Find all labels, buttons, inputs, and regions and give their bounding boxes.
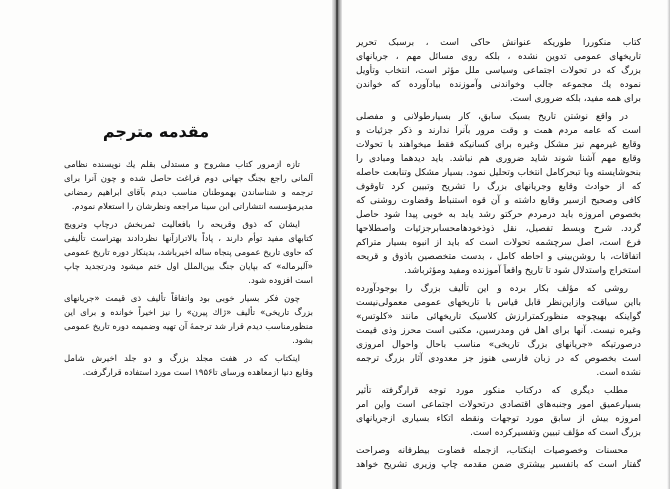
text-line: بزرگ است که مؤلف تبیین وتفسیرکرده است. — [470, 428, 641, 438]
text-line: برای همه مفید، بلکه ضروری است. — [509, 94, 641, 104]
text-line: روشی که مؤلف بکار برده و این تألیف بزرگ را بوجودآورده — [356, 284, 628, 294]
text-line: که از حوادث وقایع وجریانهای بزرگ را تشریح وتبیین کرد تاوقوف — [356, 182, 641, 192]
text-line: بسیارعمیق امور وجنبه‌های اقتصادی درتحولات اجتماعی است واین امر — [356, 400, 641, 410]
paragraph — [356, 384, 641, 440]
text-line: وغیره نیست. آنها برای اهل فن ومدرسین، مکتبی است محرز وذی قیمت — [356, 326, 641, 336]
text-line: بشود. — [292, 336, 313, 346]
paragraph — [356, 282, 641, 380]
paragraph — [356, 36, 641, 106]
text-line: تاریخهای عمومی تدوین نشده ، بلکه روی مسائل مهم ، جریانهای — [356, 52, 641, 62]
text-line: کتابهای مفید توأم دارند ، پاداً بالاترازآنها نظردادند بهتراست تألیفی — [64, 234, 313, 244]
text-line: محسنات وخصوصیات اینکتاب، ازجمله قضاوت بیطرفانه وصراحت — [356, 446, 628, 456]
text-line: بزرگ که در تحولات اجتماعی وسیاسی ملل مؤثر است، انتخاب وتأویل — [356, 66, 641, 76]
paragraph — [64, 292, 313, 348]
left-page-body-text — [64, 158, 313, 380]
text-line: امروزه بیش از سابق مورد توجهات ونقطه اتکاء بسیاری ازجریانهای — [356, 414, 641, 424]
text-line: وقایع مهم آشنا شوند شاید ضروری هم نباشد. باید دیدهما ومبادی را — [356, 154, 641, 164]
text-line: بنحوشایسته وبا تبحرکامل انتخاب وتحلیل نمود. بسیار مشکل وتنابعت حاصله — [356, 168, 641, 178]
text-line: بخصوص امروزه باید درمردم حرکتو رشد یابد به خوبی پیدا شود حاصل — [356, 210, 641, 220]
text-line: که حاوی تاریخ عمومی پنجاه ساله اخیرباشد، بدینکار دوره تاریخ عمومی — [64, 248, 313, 258]
text-line: درصورتیکه «جریانهای بزرگ تاریخی» مناسب باحال واحوال امروزی — [356, 340, 641, 350]
text-line: فرع است، اصل سرچشمه تحولات است که باید از انبوه بسیار متراکم — [356, 238, 641, 248]
text-line: چون فکر بسیار خوبی بود واتفاقاً تألیف ذی قیمت «جریانهای — [64, 294, 300, 304]
text-line: اتفاقات، با روشن‌بینی و احاطه کامل ، بدست متخصصین باذوق و قریحه — [356, 252, 641, 262]
text-line: مدیرمؤسسه انتشاراتی ابن سینا مراجعه ونظرشان را استعلام نمودم. — [71, 202, 313, 212]
paragraph — [64, 158, 313, 214]
text-line: گواینکه بهیچوجه منظورکمترارزش کلاسیک تاریخهائی مانند «کلوتس» — [356, 312, 641, 322]
right-page — [342, 0, 670, 489]
right-page-body-text — [356, 36, 641, 472]
text-line: است بخصوص که در زبان فارسی هنوز جز معدودی آثار بزرگ ترجمه — [356, 354, 641, 364]
paragraph — [356, 110, 641, 278]
text-line: ترجمه و شناساندن بهموطنان مناسب دیدم بآقای ابراهیم رمضانی — [64, 188, 313, 198]
text-line: آلمانی راجع بجنگ جهانی دوم فراغت حاصل شده و چون آنرا برای — [64, 174, 313, 184]
text-line: است که عامه مردم همت و وقت مرور بآنرا ندارند و ذکر جزئیات و — [356, 126, 641, 136]
text-line: «آلبرماله» که بپایان جنگ بین‌الملل اول ختم میشود ودرتجدید چاپ — [64, 262, 313, 272]
text-line: تازه ازمرور کتاب مشروح و مستدلی بقلم یك نویسنده نظامی — [64, 160, 300, 170]
text-line: اینکتاب که در هفت مجلد بزرگ و دو جلد اخیرش شامل — [64, 354, 300, 364]
text-line: منظورمناسب دیدم قرار شد ترجمهٔ آن تهیه وضمیمه دوره تاریخ عمومی — [64, 322, 313, 332]
paragraph — [356, 444, 641, 472]
paragraph — [64, 352, 313, 380]
text-line: بزرگ تاریخی» تألیف «ژاك پیرن» را نیز اخیراً خوانده و برای این — [64, 308, 313, 318]
chapter-title: مقدمه مترجم — [102, 122, 210, 141]
text-line: کافی وصحیح ازسیر وقایع داشته و آن قوه استنباط وقضاوت روشنی که — [356, 196, 641, 206]
text-line: گردد. شرح وبسط تفصیل، نقل ذوذخودهامحسابرجزئیات واصطلاحها — [356, 224, 641, 234]
text-line: گفتار است که باتفسیر بیشتری ضمن مقدمه چاپ وزیری تشریح خواهد — [356, 460, 641, 470]
text-line: است افزوده شود. — [248, 276, 313, 286]
text-line: وقایع غیرمهم نیز مشکل وغیره برای کسانیکه فقط میخواهند با تحولات — [356, 140, 641, 150]
page-gutter — [332, 0, 342, 489]
text-line: استخراج واستدلال شود تا تاریخ واقعاً آموزنده ومفید ومؤثرباشد. — [404, 266, 641, 276]
text-line: ایشان که ذوق وقریحه را بافعالیت ثمربخش درچاپ وترویج — [64, 220, 300, 230]
text-line: نموده یك مجموعه جالب وخواندنی وآموزنده بیادآورده که خواندن — [356, 80, 641, 90]
text-line: کتاب منکوررا طوریکه عنوانش حاکی است ، برسبک تحریر — [356, 38, 641, 48]
text-line: نشده است. — [596, 368, 641, 378]
text-line: وقایع دنیا ازمعاهده ورسای تا۱۹۵۶ است مورد استفاده قرارگرفت. — [82, 368, 313, 378]
text-line: مطلب دیگری که درکتاب منکور مورد توجه قرارگرفته تأثیر — [356, 386, 628, 396]
paragraph — [64, 218, 313, 288]
text-line: بااین سیاقت وازاین‌نظر قابل قیاس با تاریخهای عمومی معمولی‌نیست — [356, 298, 641, 308]
left-page — [0, 0, 332, 489]
text-line: در واقع نوشتن تاریخ بسبک سابق، کار بسیارطولانی و مفصلی — [356, 112, 628, 122]
